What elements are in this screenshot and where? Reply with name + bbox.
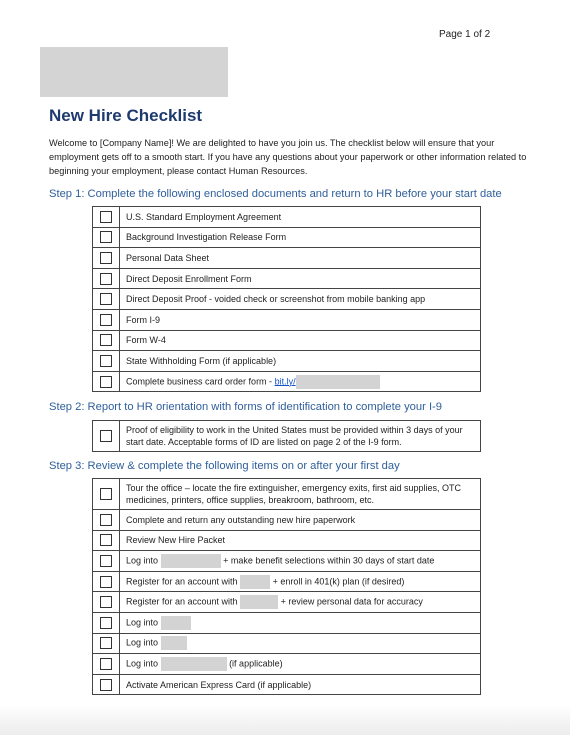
intro-paragraph: Welcome to [Company Name]! We are delighted to have you join us. The checklist below will ensure that your employment gets off to a smooth start. If you have any questions about your paperwork or other information related to beginning your employment, please contact Human Resources. [49,138,527,176]
checklist-item: Proof of eligibility to work in the United States must be provided within 3 days of your start date. Acceptable forms of ID are listed on page 2 of the I-9 form. [120,421,481,452]
table-row [93,248,481,269]
checkbox[interactable] [100,252,112,264]
checklist-item: Form I-9 [120,309,481,330]
page-bottom-shadow [0,705,570,735]
checkbox[interactable] [100,355,112,367]
checkbox[interactable] [100,334,112,346]
checklist-item: Review New Hire Packet [120,530,481,551]
table-row [93,674,481,695]
table-row [93,207,481,228]
table-row [93,330,481,351]
item-label: + enroll in 401(k) plan (if desired) [272,575,405,586]
checklist-item: Tour the office – locate the fire extinguisher, emergency exits, first aid supplies, OTC medicines, printers, office supplies, breakroom, bathroom, etc. [120,479,481,510]
checkbox[interactable] [100,576,112,588]
page-title: New Hire Checklist [49,106,203,125]
page-indicator: Page 1 of 2 [439,29,491,40]
redacted-portal-name [161,554,221,568]
checkbox[interactable] [100,231,112,243]
item-label: + make benefit selections within 30 days of start date [223,555,435,566]
item-label: Register for an account with [126,596,238,607]
redacted-system-name [161,657,227,671]
checkbox[interactable] [100,596,112,608]
checklist-item: State Withholding Form (if applicable) [120,351,481,372]
checkbox[interactable] [100,679,112,691]
redacted-link-suffix [296,375,380,389]
table-row [93,654,481,675]
checkbox[interactable] [100,534,112,546]
table-row [93,510,481,531]
checkbox[interactable] [100,637,112,649]
redacted-provider-name [240,595,278,609]
checkbox[interactable] [100,376,112,388]
table-row [93,592,481,613]
table-row [93,633,481,654]
checklist-item: U.S. Standard Employment Agreement [120,207,481,228]
checkbox[interactable] [100,273,112,285]
table-row [93,268,481,289]
table-row [93,551,481,572]
checklist-item [120,654,481,675]
checklist-item: Form W-4 [120,330,481,351]
checkbox[interactable] [100,488,112,500]
step1-heading: Step 1: Complete the following enclosed documents and return to HR before your start date [49,188,502,200]
redacted-system-name [161,616,191,630]
checklist-item [120,551,481,572]
checklist-item [120,592,481,613]
checklist-item: Activate American Express Card (if applicable) [120,674,481,695]
table-row [93,309,481,330]
checkbox[interactable] [100,430,112,442]
table-row [93,227,481,248]
item-label: Log into [126,555,159,566]
table-row [93,530,481,551]
checklist-item [120,633,481,654]
redacted-provider-name [240,575,270,589]
business-card-link[interactable]: bit.ly/ [274,375,296,386]
checklist-item: Direct Deposit Proof - voided check or screenshot from mobile banking app [120,289,481,310]
table-row [93,371,481,392]
step2-heading: Step 2: Report to HR orientation with forms of identification to complete your I-9 [49,401,442,413]
checkbox[interactable] [100,514,112,526]
checklist-item [120,612,481,633]
table-row [93,351,481,372]
checklist-item [120,371,481,392]
item-label: Log into [126,637,159,648]
step3-heading: Step 3: Review & complete the following items on or after your first day [49,460,400,472]
business-card-label: Complete business card order form - [126,375,275,386]
step1-table [92,206,481,392]
item-label: Log into [126,617,159,628]
checklist-item: Personal Data Sheet [120,248,481,269]
table-row [93,421,481,452]
checkbox[interactable] [100,658,112,670]
company-logo-placeholder [40,47,228,97]
table-row [93,289,481,310]
step2-table [92,420,481,452]
checkbox[interactable] [100,314,112,326]
checkbox[interactable] [100,293,112,305]
checkbox[interactable] [100,555,112,567]
redacted-system-name [161,636,187,650]
step3-table [92,478,481,695]
checkbox[interactable] [100,211,112,223]
item-label: Log into [126,658,159,669]
checklist-item [120,571,481,592]
item-label: (if applicable) [229,658,283,669]
checklist-item: Complete and return any outstanding new hire paperwork [120,510,481,531]
item-label: Register for an account with [126,575,238,586]
table-row [93,571,481,592]
checklist-item: Direct Deposit Enrollment Form [120,268,481,289]
item-label: + review personal data for accuracy [280,596,423,607]
table-row [93,612,481,633]
checkbox[interactable] [100,617,112,629]
checklist-item: Background Investigation Release Form [120,227,481,248]
table-row [93,479,481,510]
